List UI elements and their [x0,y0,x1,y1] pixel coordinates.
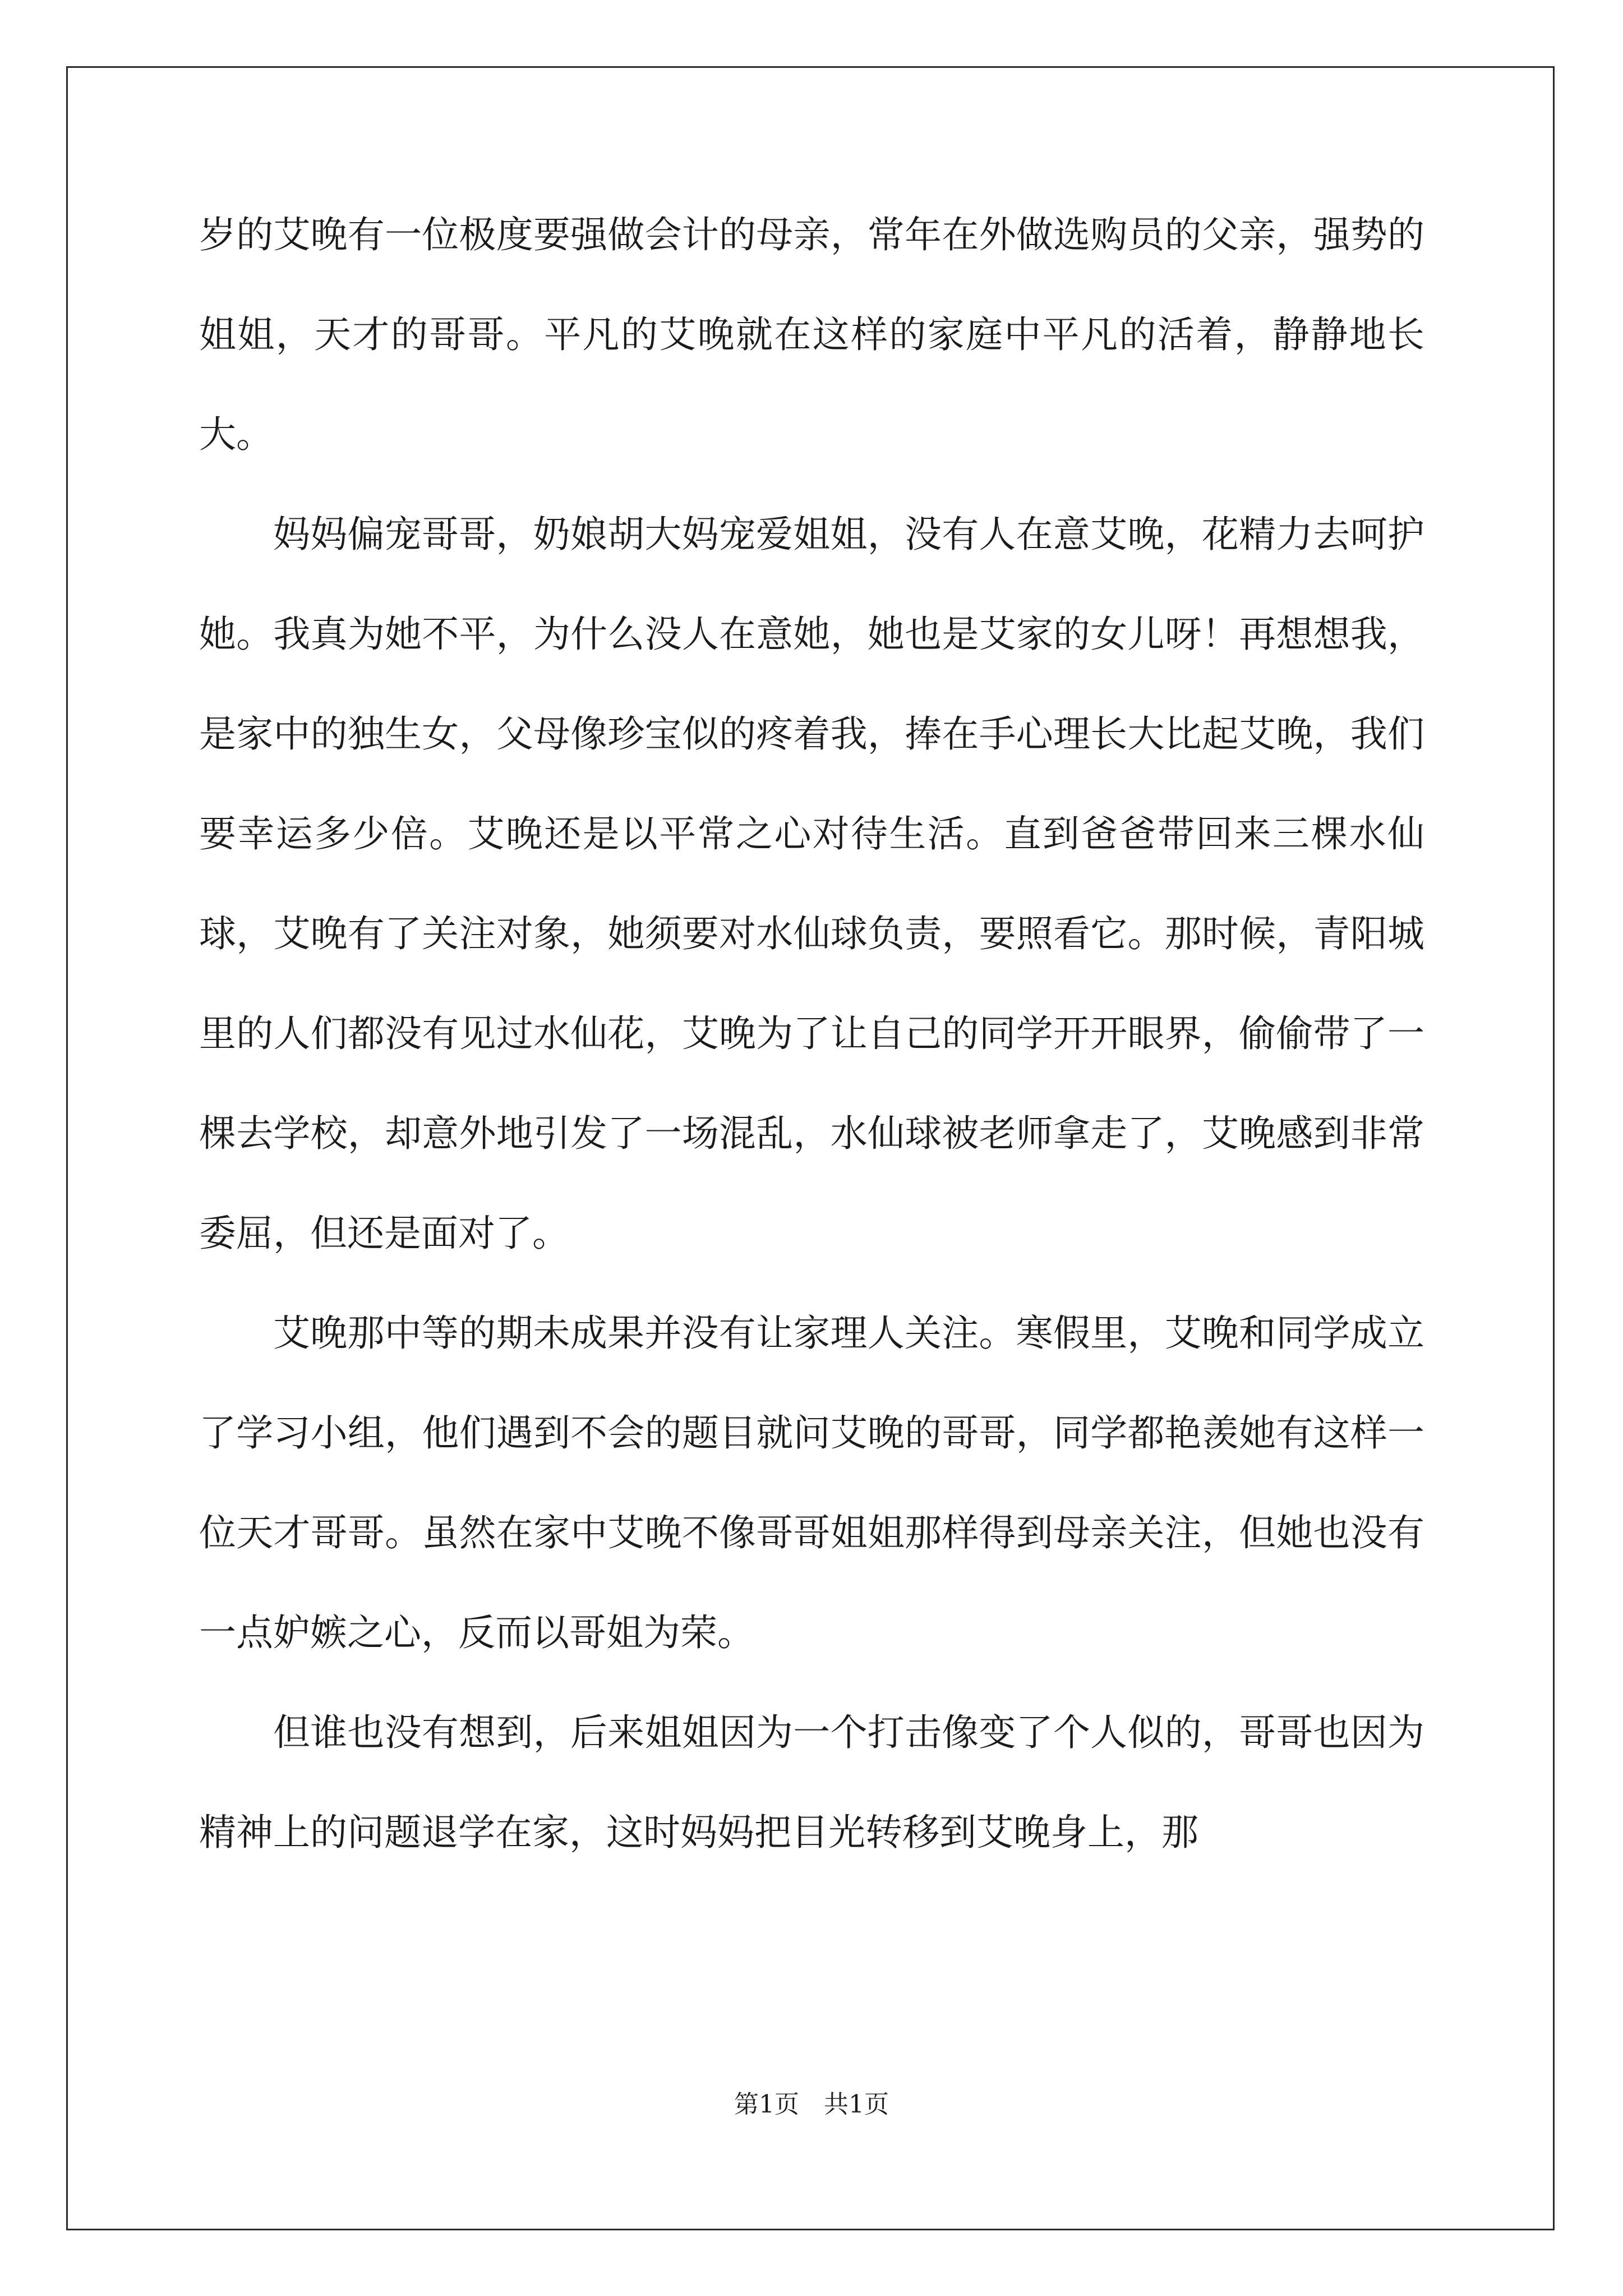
page-number-total: 共1页 [824,2090,889,2119]
page-footer [0,2084,1623,2120]
paragraph-4: 但谁也没有想到，后来姐姐因为一个打击像变了个人似的，哥哥也因为精神上的问题退学在家，这时妈妈把目光转移到艾晚身上，那 [199,1711,1424,1854]
paragraph-1: 岁的艾晚有一位极度要强做会计的母亲，常年在外做选购员的父亲，强势的姐姐，天才的哥哥。平凡的艾晚就在这样的家庭中平凡的活着，静静地长大。 [199,213,1424,456]
paragraph-2: 妈妈偏宠哥哥，奶娘胡大妈宠爱姐姐，没有人在意艾晚，花精力去呵护她。我真为她不平，为什么没人在意她，她也是艾家的女儿呀！再想想我，是家中的独生女，父母像珍宝似的疼着我，捧在手心理长大比起艾晚，我们要幸运多少倍。艾晚还是以平常之心对待生活。直到爸爸带回来三棵水仙球，艾晚有了关注对象，她须要对水仙球负责，要照看它。那时候，青阳城里的人们都没有见过水仙花，艾晚为了让自己的同学开开眼界，偷偷带了一棵去学校，却意外地引发了一场混乱，水仙球被老师拿走了，艾晚感到非常委屈，但还是面对了。 [199,513,1424,1255]
page-number-current: 第1页 [734,2090,799,2119]
document-body [199,185,1424,1883]
paragraph-3: 艾晚那中等的期未成果并没有让家理人关注。寒假里，艾晚和同学成立了学习小组，他们遇到不会的题目就问艾晚的哥哥，同学都艳羡她有这样一位天才哥哥。虽然在家中艾晚不像哥哥姐姐那样得到母亲关注，但她也没有一点妒嫉之心，反而以哥姐为荣。 [199,1312,1424,1654]
